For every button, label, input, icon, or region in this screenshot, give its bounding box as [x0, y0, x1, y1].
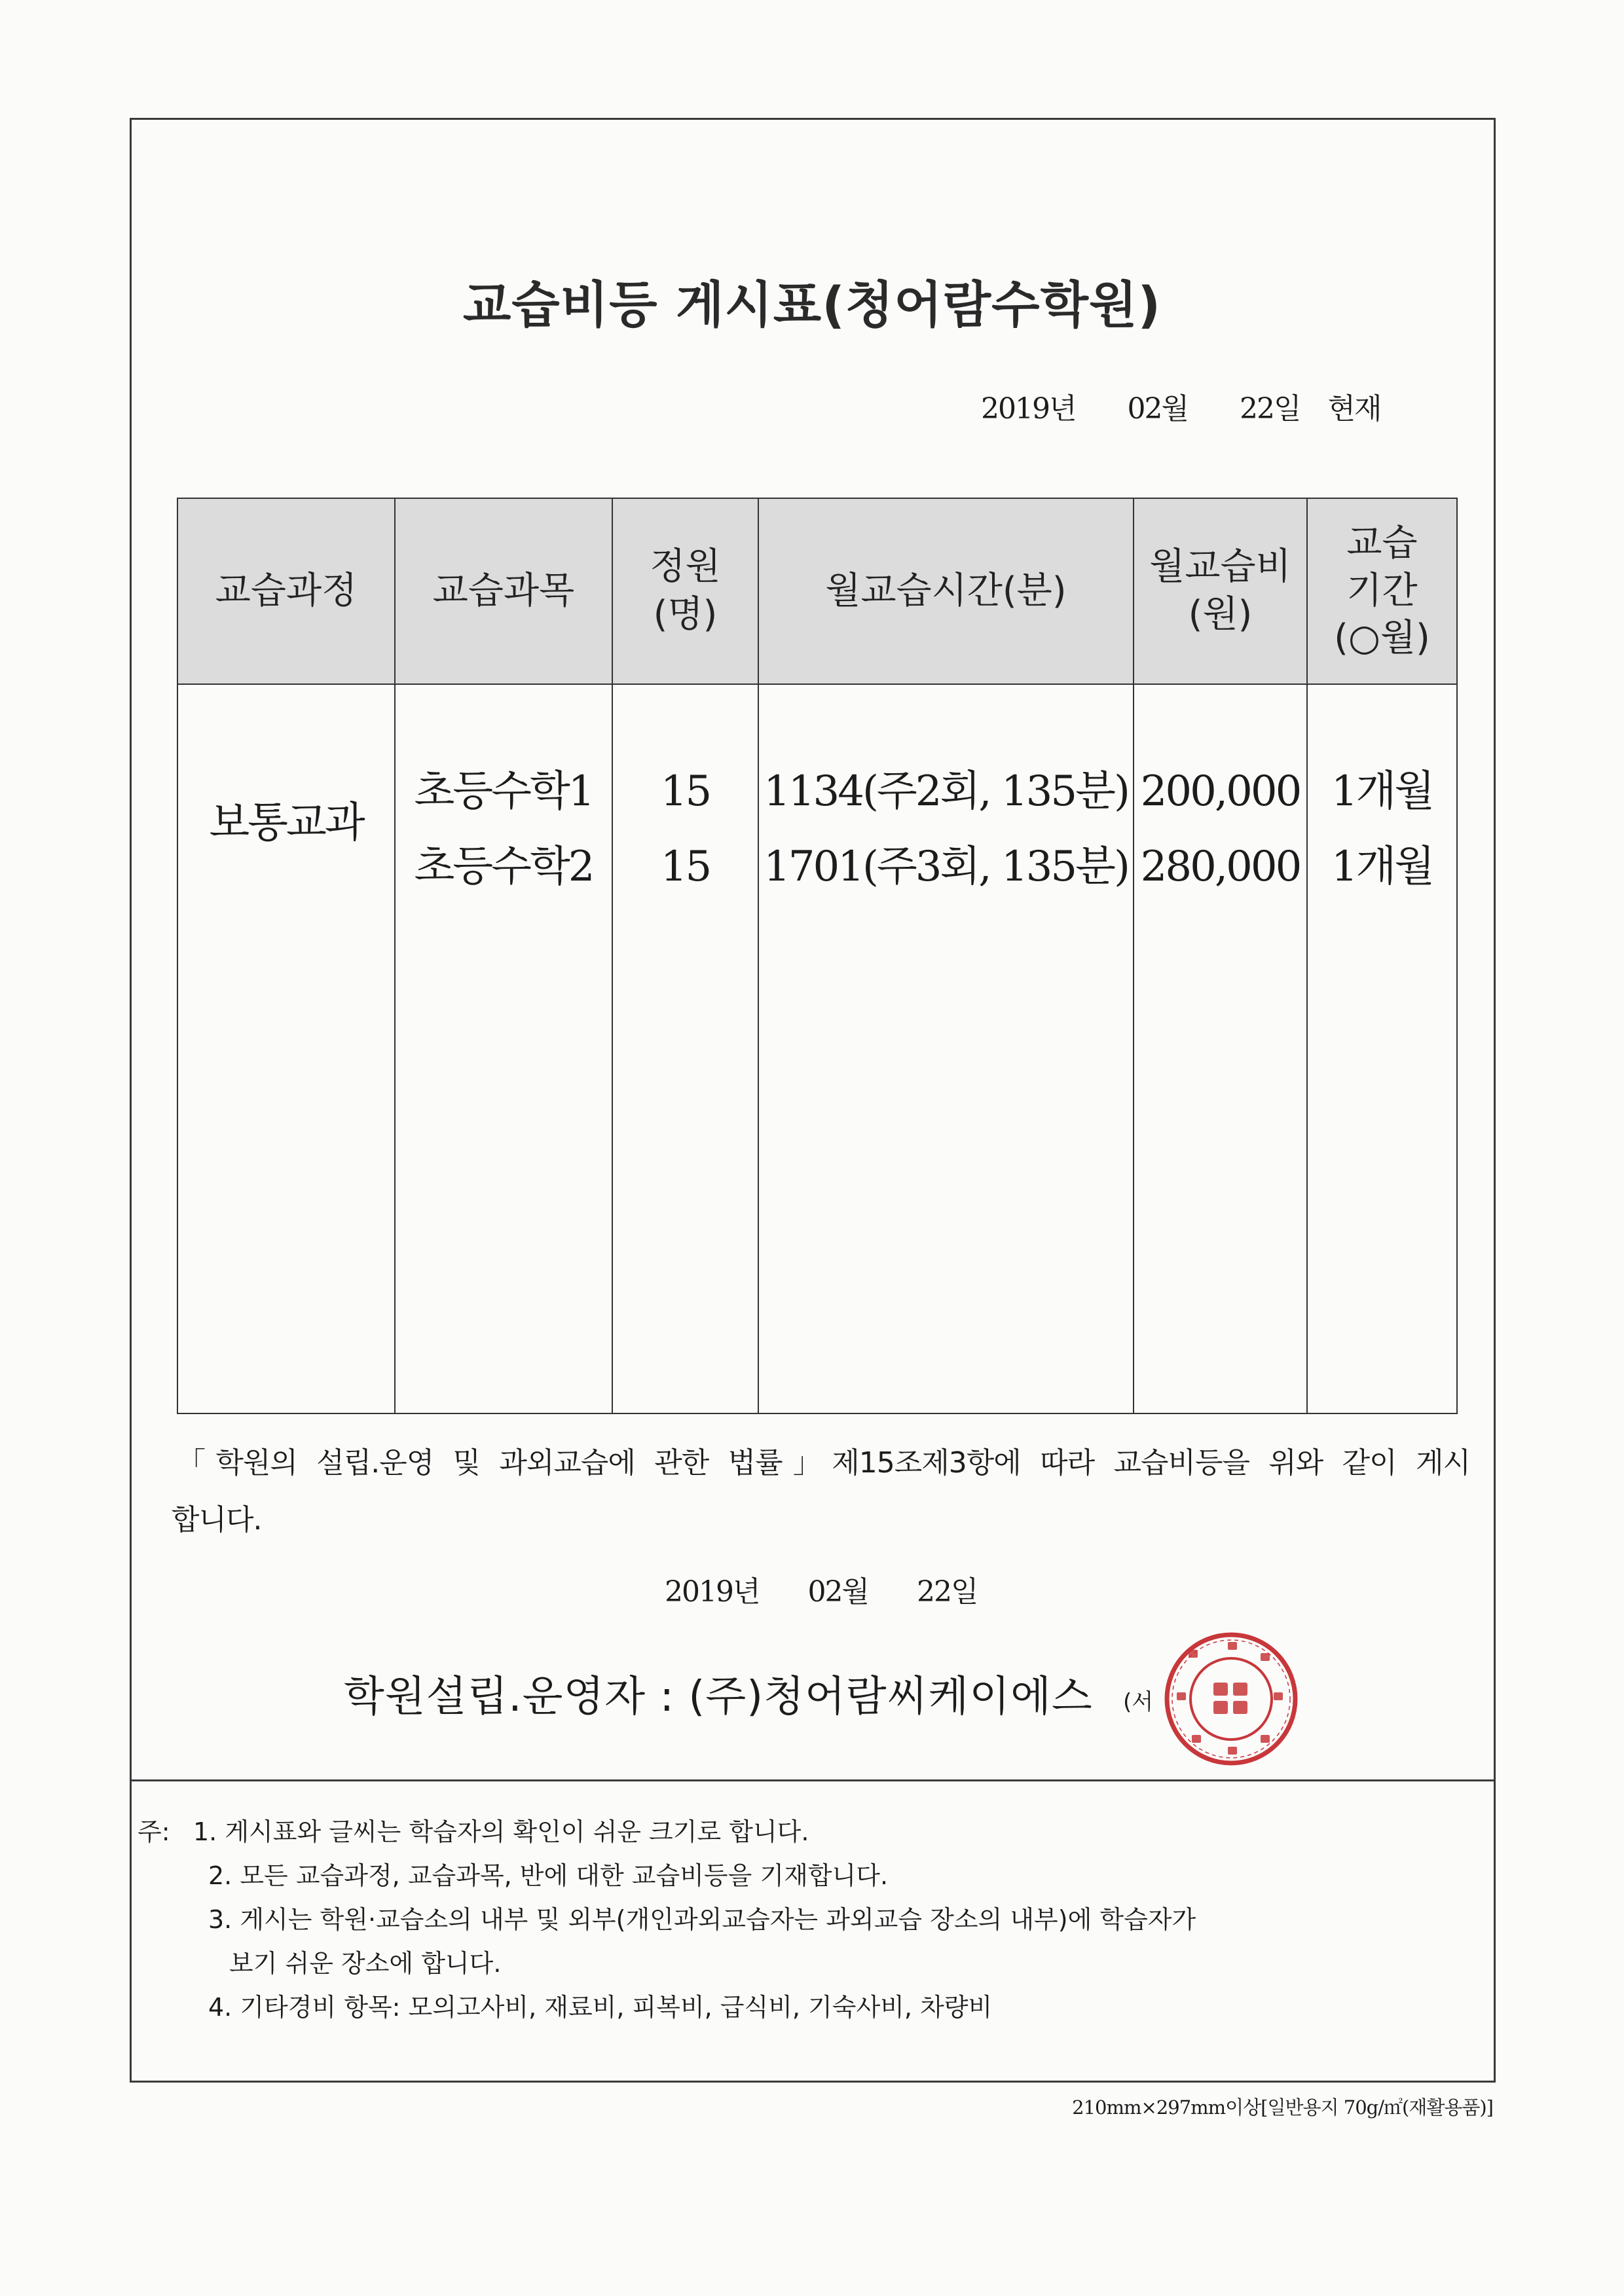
course-cell — [177, 684, 395, 1413]
issuer-line — [344, 1663, 1093, 1723]
as-of-year: 2019년 — [981, 392, 1076, 426]
row1-hours: 1134(주2회, 135분) — [764, 767, 1128, 816]
note-item-4: 4. 기타경비 항목: 모의고사비, 재료비, 피복비, 급식비, 기숙사비, 차량비 — [208, 1993, 993, 2022]
legal-notice: 「학원의 설립.운영 및 과외교습에 관한 법률」제15조제3항에 따라 교습비등을 위와 같이 게시 — [177, 1446, 1470, 1480]
as-of-suffix: 현재 — [1327, 392, 1381, 426]
note-item-2: 2. 모든 교습과정, 교습과목, 반에 대한 교습비등을 기재합니다. — [208, 1861, 889, 1890]
as-of-day: 22일 — [1239, 392, 1301, 426]
hours-cell — [758, 684, 1134, 1413]
notes-prefix: 주: — [138, 1817, 170, 1846]
issue-month: 02월 — [807, 1575, 868, 1609]
header-subject: 교습과목 — [395, 498, 612, 684]
as-of-date — [981, 385, 1381, 427]
as-of-month: 02월 — [1127, 392, 1188, 426]
row1-capacity: 15 — [660, 767, 710, 816]
capacity-cell — [612, 684, 758, 1413]
row2-capacity: 15 — [660, 843, 710, 891]
note-item-3-cont: 보기 쉬운 장소에 합니다. — [229, 1949, 502, 1978]
row2-hours: 1701(주3회, 135분) — [764, 843, 1128, 891]
row1-subject: 초등수학1 — [414, 767, 593, 816]
issuer-name: (주)청어람씨케이에스 — [688, 1673, 1093, 1721]
row2-period: 1개월 — [1331, 843, 1433, 891]
seal-mark: (서 — [1123, 1689, 1154, 1715]
document-title: 교습비등 게시표(청어람수학원) — [462, 276, 1162, 334]
course-name: 보통교과 — [209, 799, 363, 847]
period-cell — [1307, 684, 1457, 1413]
fee-table — [177, 498, 1458, 1414]
fee-cell — [1134, 684, 1307, 1413]
header-period: 교습 기간 (○월) — [1307, 498, 1457, 684]
row1-period: 1개월 — [1331, 767, 1433, 816]
header-course: 교습과정 — [177, 498, 395, 684]
paper-spec: 210mm×297mm이상[일반용지 70g/㎡(재활용품)] — [1072, 2096, 1493, 2119]
company-seal-stamp — [1162, 1630, 1300, 1768]
header-hours: 월교습시간(분) — [758, 498, 1134, 684]
issuer-label: 학원설립.운영자 : — [344, 1673, 675, 1721]
table-header-row — [177, 498, 1457, 684]
row2-subject: 초등수학2 — [414, 843, 593, 891]
issue-date — [665, 1568, 977, 1610]
header-capacity: 정원 (명) — [612, 498, 758, 684]
table-body-row — [177, 684, 1457, 1413]
subject-cell — [395, 684, 612, 1413]
notes-divider — [130, 1779, 1496, 1781]
issue-year: 2019년 — [665, 1575, 760, 1609]
issue-day: 22일 — [916, 1575, 978, 1609]
note-item-3: 3. 게시는 학원·교습소의 내부 및 외부(개인과외교습자는 과외교습 장소의 내부)에 학습자가 — [208, 1905, 1196, 1934]
notes-section — [138, 1810, 1196, 2030]
header-fee: 월교습비 (원) — [1134, 498, 1307, 684]
legal-notice-cont: 합니다. — [172, 1503, 262, 1537]
note-item-1: 1. 게시표와 글씨는 학습자의 확인이 쉬운 크기로 합니다. — [193, 1817, 809, 1846]
row1-fee: 200,000 — [1140, 767, 1301, 816]
row2-fee: 280,000 — [1140, 843, 1301, 891]
